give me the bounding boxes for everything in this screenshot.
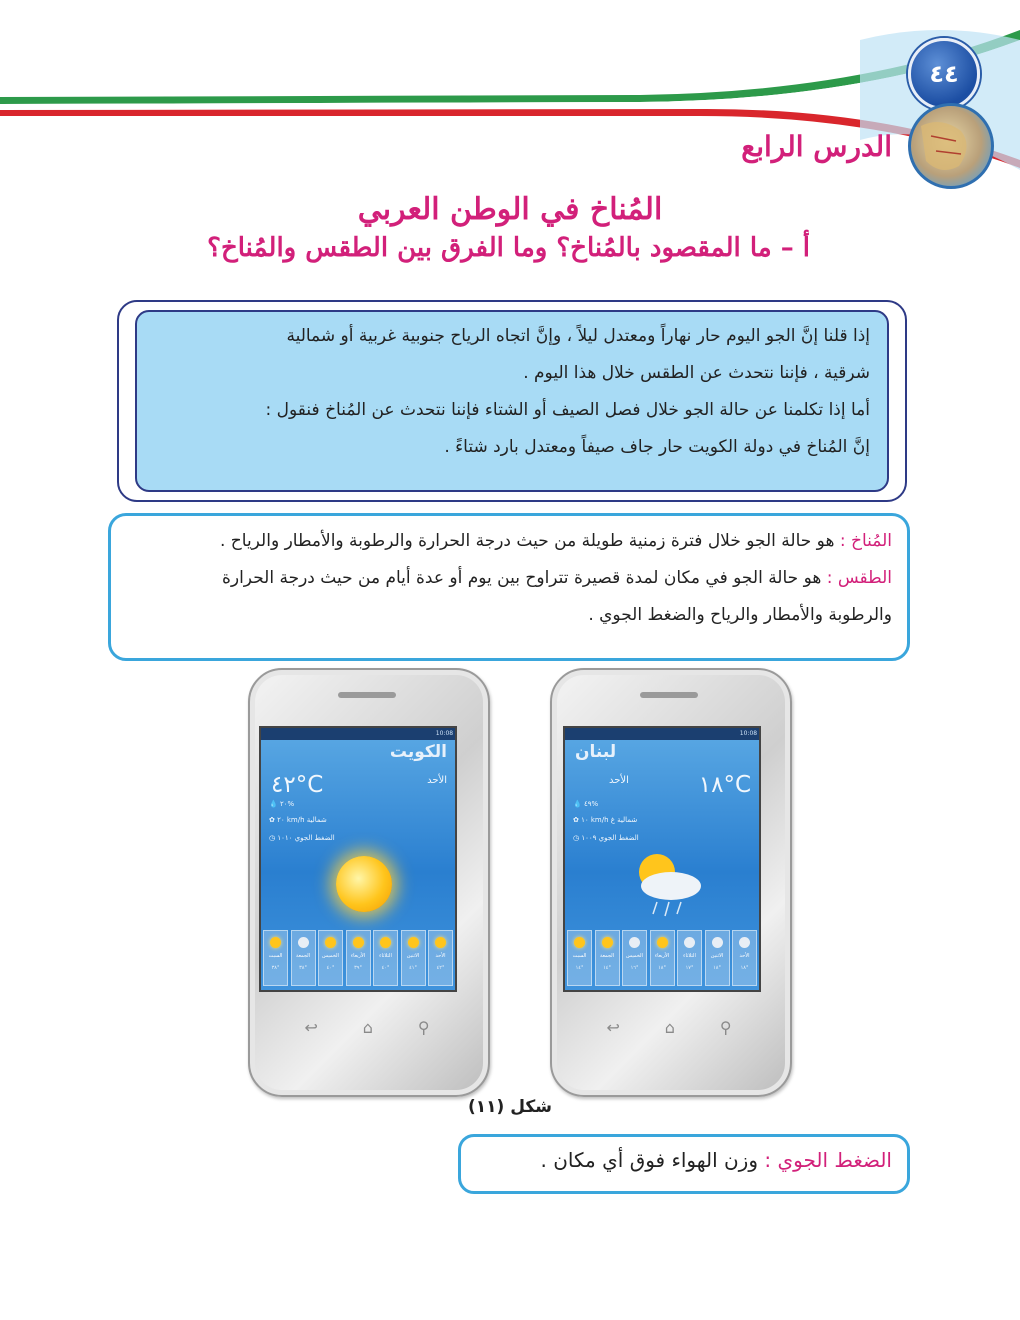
pressure-text: وزن الهواء فوق أي مكان . <box>540 1148 758 1172</box>
weather-definition: هو حالة الجو في مكان لمدة قصيرة تتراوح بين يوم أو عدة أيام من حيث درجة الحرارة <box>221 568 822 588</box>
pressure: ◷ الضغط الجوي ١٠١٠ <box>269 834 335 842</box>
map-icon <box>908 103 994 189</box>
forecast-day: الأحد ٤٢° <box>428 930 453 986</box>
pressure-term: الضغط الجوي : <box>764 1148 892 1172</box>
pressure: ◷ الضغط الجوي ١٠٠٩ <box>573 834 639 842</box>
forecast-day: السبت ١٤° <box>567 930 592 986</box>
back-icon[interactable]: ↩ <box>606 1018 620 1037</box>
phone-speaker <box>338 692 396 698</box>
intro-line: إذا قلنا إنَّ الجو اليوم حار نهاراً ومعتدل ليلاً ، وإنَّ اتجاه الرياح جنوبية غربية أو شمالية <box>286 326 870 346</box>
definitions-text <box>122 523 892 634</box>
sun-icon <box>336 856 392 912</box>
forecast-day: الأحد ١٨° <box>732 930 757 986</box>
page-number: ٤٤ <box>929 60 959 88</box>
sun-icon <box>602 937 613 948</box>
search-icon[interactable]: ⚲ <box>417 1018 430 1037</box>
phone-nav-buttons[interactable] <box>584 1018 754 1037</box>
home-icon[interactable]: ⌂ <box>664 1018 675 1037</box>
intro-line: شرقية ، فإننا نتحدث عن الطقس خلال هذا اليوم . <box>523 363 870 383</box>
weather-screen-kuwait <box>259 726 457 992</box>
forecast-day: الثلاثاء ١٧° <box>677 930 702 986</box>
phone-nav-buttons[interactable] <box>282 1018 452 1037</box>
sun-icon <box>435 937 446 948</box>
sun-icon <box>325 937 336 948</box>
weather-definition-cont: والرطوبة والأمطار والرياح والضغط الجوي . <box>588 605 892 625</box>
sub-title: أ – ما المقصود بالمُناخ؟ وما الفرق بين الطقس والمُناخ؟ <box>207 233 810 263</box>
figure-caption: شكل (١١) <box>467 1097 552 1117</box>
phone-speaker <box>640 692 698 698</box>
current-day: الأحد <box>427 775 447 786</box>
climate-definition: هو حالة الجو خلال فترة زمنية طويلة من حيث درجة الحرارة والرطوبة والأمطار والرياح . <box>219 531 835 551</box>
sun-icon <box>408 937 419 948</box>
sun-cloud-icon <box>657 937 668 948</box>
rain-icon <box>712 937 723 948</box>
search-icon[interactable]: ⚲ <box>719 1018 732 1037</box>
sun-icon <box>353 937 364 948</box>
wind: ✿ ٢٠ km/h شمالية <box>269 816 327 824</box>
sun-cloud-icon <box>298 937 309 948</box>
intro-line: أما إذا تكلمنا عن حالة الجو خلال فصل الصيف أو الشتاء فإننا نتحدث عن المُناخ فنقول : <box>265 400 870 420</box>
city-name: لبنان <box>575 742 617 762</box>
forecast-day: الثلاثاء ٤٠° <box>373 930 398 986</box>
intro-text <box>150 318 870 466</box>
weather-term: الطقس : <box>826 568 892 588</box>
back-icon[interactable]: ↩ <box>304 1018 318 1037</box>
city-name: الكويت <box>389 742 447 762</box>
forecast-day: الاثنين ٤١° <box>401 930 426 986</box>
sun-cloud-icon <box>574 937 585 948</box>
rain-icon <box>684 937 695 948</box>
intro-line: إنَّ المُناخ في دولة الكويت حار جاف صيفاً ومعتدل بارد شتاءً . <box>444 437 870 457</box>
forecast-day: الجمعة ١٤° <box>595 930 620 986</box>
forecast-day: السبت ٣٨° <box>263 930 288 986</box>
current-temp: ٤٢°C <box>271 772 324 798</box>
sun-icon <box>380 937 391 948</box>
status-bar: 10:08 <box>261 728 455 740</box>
header-stripes <box>0 0 1020 200</box>
rain-cloud-icon <box>627 850 707 920</box>
forecast-day: الأربعاء ٣٩° <box>346 930 371 986</box>
home-icon[interactable]: ⌂ <box>362 1018 373 1037</box>
current-temp: ١٨°C <box>698 772 751 798</box>
current-day: الأحد <box>609 775 629 786</box>
climate-term: المُناخ : <box>839 531 892 551</box>
pressure-definition <box>541 1148 892 1172</box>
wind: ✿ ١٠ km/h شمالية غ <box>573 816 638 824</box>
rain-icon <box>739 937 750 948</box>
sun-cloud-icon <box>270 937 281 948</box>
humidity: 💧 ٢٠% <box>269 800 295 808</box>
forecast-day: الخميس ٤٠° <box>318 930 343 986</box>
main-title: المُناخ في الوطن العربي <box>357 192 663 227</box>
forecast-strip <box>567 930 757 986</box>
lesson-title: الدرس الرابع <box>741 130 892 163</box>
humidity: 💧 ٤٩% <box>573 800 599 808</box>
forecast-day: الخميس ١٦° <box>622 930 647 986</box>
forecast-day: الأربعاء ١٨° <box>650 930 675 986</box>
weather-screen-lebanon <box>563 726 761 992</box>
forecast-day: الاثنين ١٨° <box>705 930 730 986</box>
page-number-badge <box>908 38 980 110</box>
status-bar: 10:08 <box>565 728 759 740</box>
forecast-strip <box>263 930 453 986</box>
rain-icon <box>629 937 640 948</box>
forecast-day: الجمعة ٣٨° <box>291 930 316 986</box>
